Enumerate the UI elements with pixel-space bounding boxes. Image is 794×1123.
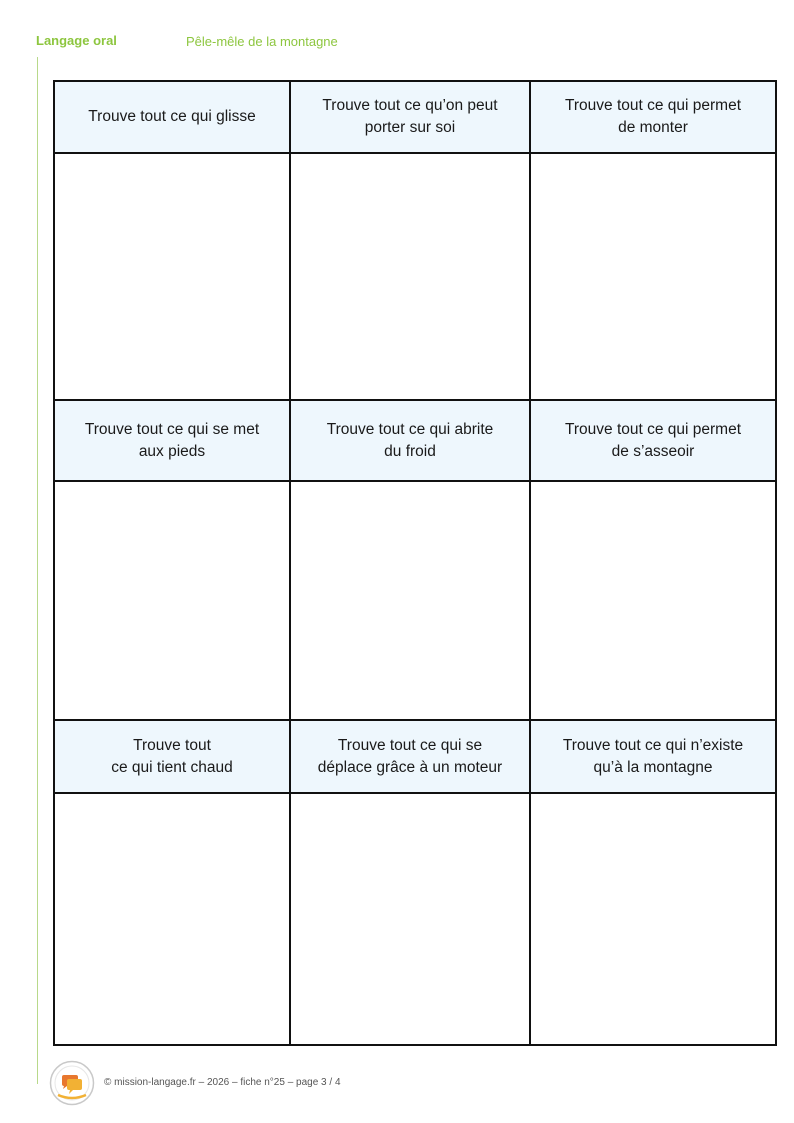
prompt-cell: Trouve tout ce qui abrite du froid: [290, 400, 530, 481]
answer-box[interactable]: [290, 793, 530, 1045]
answer-box[interactable]: [290, 153, 530, 400]
margin-rule: [37, 57, 38, 1084]
answer-box[interactable]: [54, 481, 290, 720]
answer-box[interactable]: [54, 793, 290, 1045]
prompt-cell: Trouve tout ce qui n’existe qu’à la montagne: [530, 720, 776, 793]
answer-box[interactable]: [530, 793, 776, 1045]
prompt-row-2: [54, 400, 776, 481]
prompt-cell: Trouve tout ce qui permet de s’asseoir: [530, 400, 776, 481]
prompt-row-1: [54, 81, 776, 153]
prompt-cell: Trouve tout ce qui permet de monter: [530, 81, 776, 153]
prompt-cell: Trouve tout ce qui tient chaud: [54, 720, 290, 793]
answer-row-1: [54, 153, 776, 400]
activity-grid: [53, 80, 777, 1046]
footer-copyright: © mission-langage.fr – 2026 – fiche n°25 – page 3 / 4: [104, 1077, 341, 1088]
answer-box[interactable]: [530, 153, 776, 400]
answer-row-3: [54, 793, 776, 1045]
answer-box[interactable]: [54, 153, 290, 400]
mission-langage-logo-icon: [49, 1060, 95, 1106]
page-title: Pêle-mêle de la montagne: [186, 34, 338, 49]
prompt-row-3: [54, 720, 776, 793]
section-category: Langage oral: [36, 33, 117, 48]
prompt-cell: Trouve tout ce qui se déplace grâce à un moteur: [290, 720, 530, 793]
prompt-cell: Trouve tout ce qu’on peut porter sur soi: [290, 81, 530, 153]
prompt-cell: Trouve tout ce qui glisse: [54, 81, 290, 153]
answer-box[interactable]: [530, 481, 776, 720]
answer-box[interactable]: [290, 481, 530, 720]
answer-row-2: [54, 481, 776, 720]
prompt-cell: Trouve tout ce qui se met aux pieds: [54, 400, 290, 481]
